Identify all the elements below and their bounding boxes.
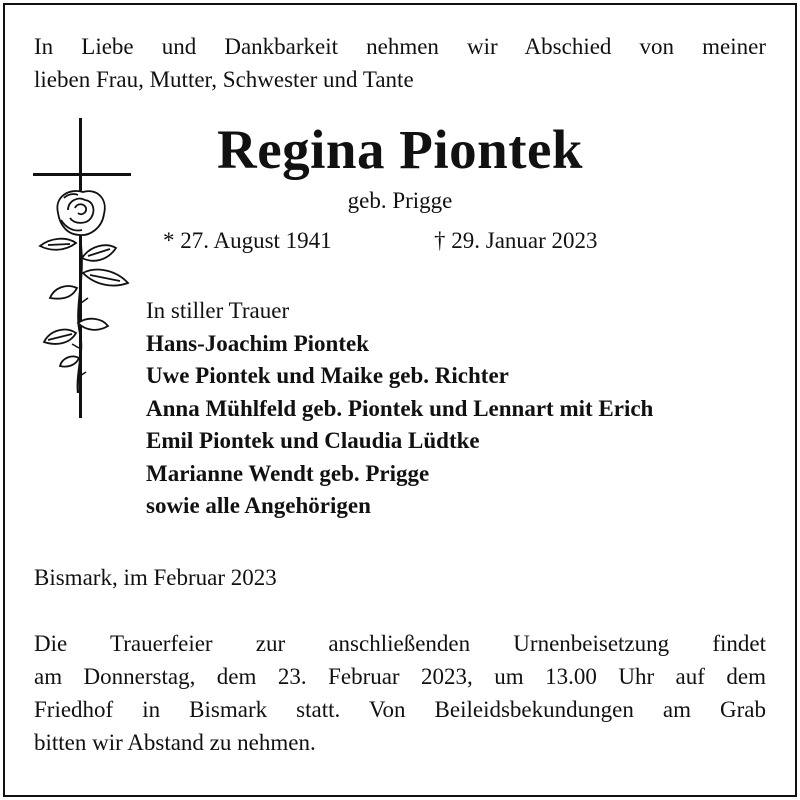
death-date: † 29. Januar 2023 <box>434 228 598 253</box>
notice-line-1: Die Trauerfeier zur anschließenden Urnenbeisetzung findet <box>34 631 766 656</box>
mourner-name: Marianne Wendt geb. Prigge <box>146 460 430 486</box>
birth-date: * 27. August 1941 <box>163 228 332 253</box>
intro-line-1: In Liebe und Dankbarkeit nehmen wir Abschied von meiner <box>34 34 766 59</box>
mourner-name: Emil Piontek und Claudia Lüdtke <box>146 428 480 453</box>
mourner-name: Hans-Joachim Piontek <box>146 330 369 356</box>
intro-line-2: lieben Frau, Mutter, Schwester und Tante <box>34 67 414 92</box>
deceased-name: Regina Piontek <box>216 119 584 180</box>
maiden-name: geb. Prigge <box>347 188 453 213</box>
mourners-list <box>146 295 653 523</box>
mourners-intro: In stiller Trauer <box>146 298 290 323</box>
mourner-name: Uwe Piontek und Maike geb. Richter <box>146 363 509 388</box>
intro-text <box>34 30 766 96</box>
notice-line-3: Friedhof in Bismark statt. Von Beileidsbekundungen am Grab <box>34 697 766 722</box>
mourner-name: Anna Mühlfeld geb. Piontek und Lennart mit Erich <box>146 395 654 421</box>
place-and-date: Bismark, im Februar 2023 <box>34 565 277 590</box>
mourner-name: sowie alle Angehörigen <box>146 493 371 518</box>
notice-line-4: bitten wir Abstand zu nehmen. <box>34 730 316 755</box>
notice-line-2: am Donnerstag, dem 23. Februar 2023, um 13.00 Uhr auf dem <box>34 664 766 689</box>
funeral-notice <box>34 627 766 759</box>
